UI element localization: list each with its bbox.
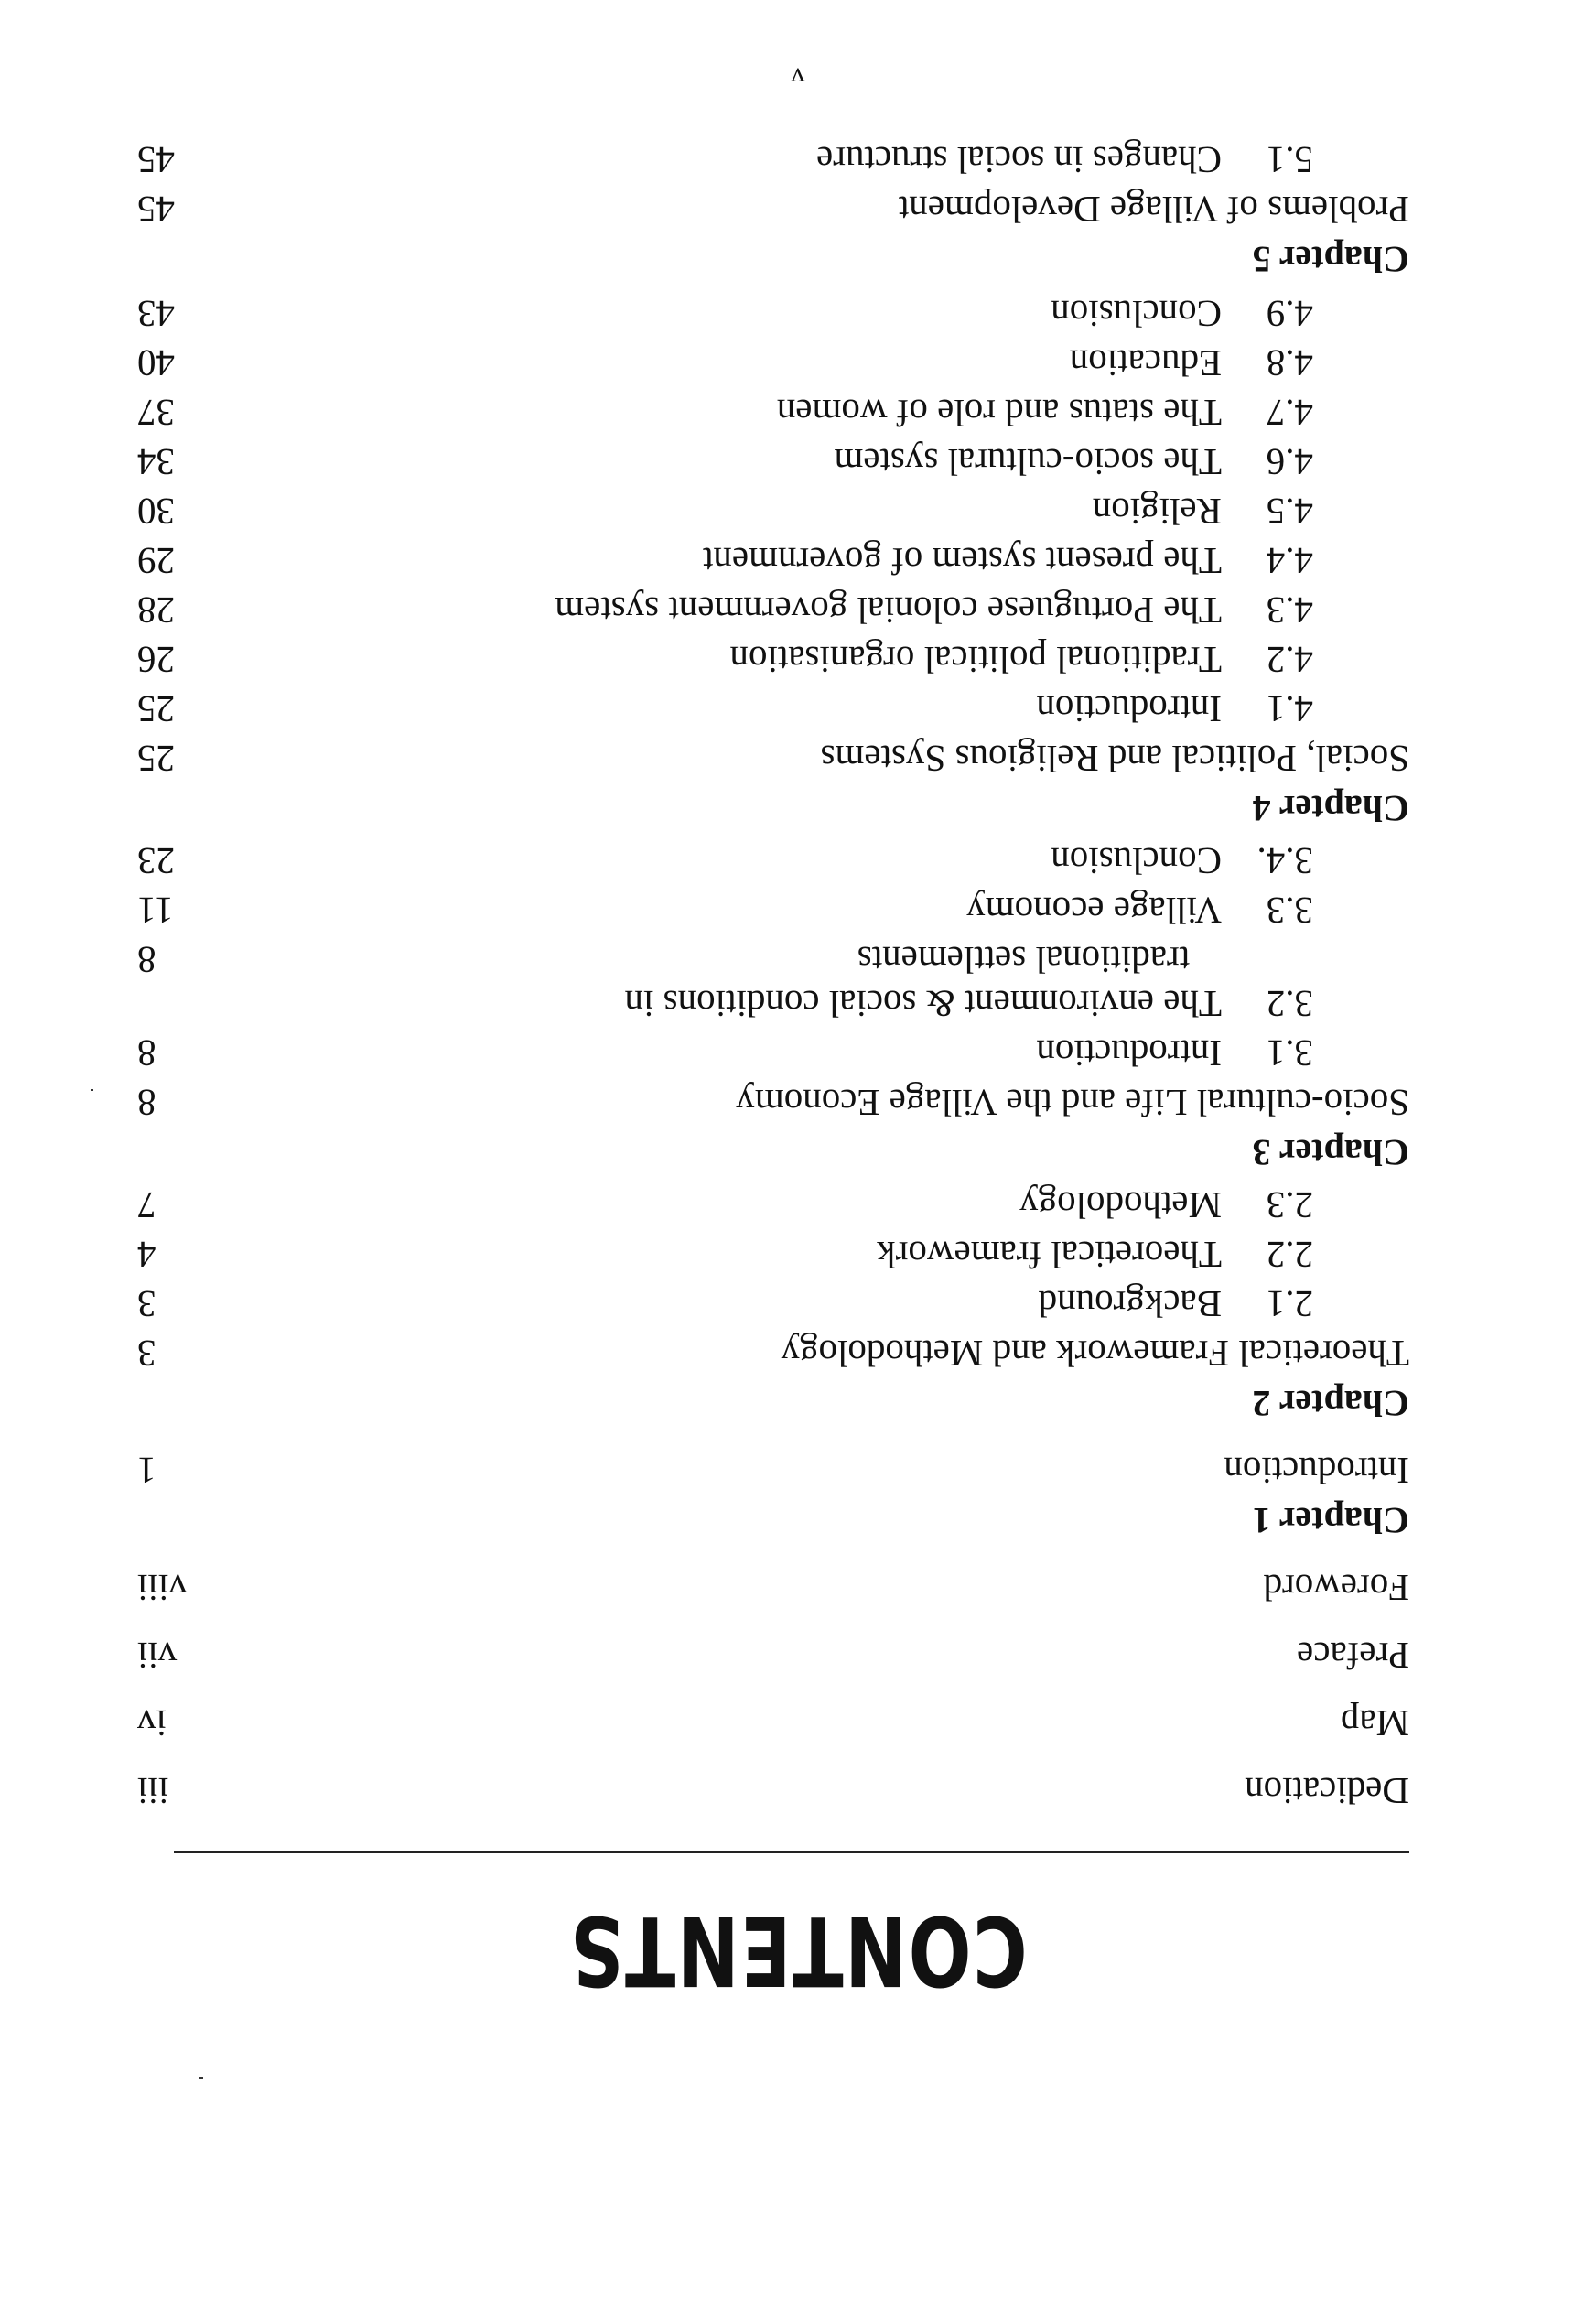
toc-entry-page: 34 (137, 441, 175, 483)
toc-entry-4-4[interactable] (137, 538, 1409, 584)
section-number: 4.2 (1266, 639, 1313, 681)
toc-entry-2-3[interactable] (137, 1182, 1409, 1228)
chapter-heading-text: Chapter 5 (1252, 239, 1409, 280)
section-number: 3.1 (1266, 1032, 1313, 1074)
toc-entry-label: The present system of government (702, 540, 1222, 582)
toc-entry-page: iv (137, 1702, 167, 1744)
toc-entry-label: Theoretical framework (877, 1234, 1222, 1276)
toc-entry-label: Theoretical Framework and Methodology (781, 1333, 1409, 1375)
toc-entry-page: viii (137, 1567, 188, 1609)
toc-entry-label: The environment & social conditions in (624, 983, 1222, 1025)
toc-entry-3-2-cont[interactable] (137, 937, 1409, 983)
toc-entry-page: 25 (137, 738, 175, 780)
toc-entry-label: Socio-cultural Life and the Village Economy (736, 1082, 1409, 1124)
toc-entry-label: Village economy (966, 890, 1222, 932)
scan-speck (200, 2077, 203, 2079)
toc-entry-label: Introduction (1036, 1032, 1222, 1074)
toc-entry-page: 45 (137, 189, 175, 231)
title-rule (174, 1851, 1409, 1853)
toc-entry-label: Changes in social structure (816, 139, 1222, 181)
section-number: 2.3 (1266, 1184, 1313, 1226)
chapter-heading-text: Chapter 3 (1252, 1132, 1409, 1173)
section-number: 2.2 (1266, 1234, 1313, 1276)
toc-entry-page: vii (137, 1635, 178, 1677)
toc-entry-3-2[interactable] (137, 981, 1409, 1027)
toc-entry-label: Dedication (1245, 1770, 1409, 1812)
section-number: 4.4 (1266, 540, 1313, 582)
toc-entry-4-2[interactable] (137, 637, 1409, 683)
toc-entry-page: 8 (137, 1082, 156, 1124)
toc-entry-label: Foreword (1263, 1567, 1409, 1609)
toc-entry-page: 37 (137, 392, 175, 434)
toc-entry-chapter-3[interactable] (137, 1080, 1409, 1126)
section-number: 4.5 (1266, 491, 1313, 533)
toc-entry-label: The Portuguese colonial government system (555, 589, 1222, 631)
toc-entry-page: 4 (137, 1234, 156, 1276)
toc-entry-label: Social, Political and Religious Systems (820, 738, 1409, 780)
toc-entry-3-3[interactable] (137, 888, 1409, 934)
toc-entry-4-7[interactable] (137, 390, 1409, 436)
toc-entry-map[interactable] (137, 1700, 1409, 1746)
toc-entry-preface[interactable] (137, 1633, 1409, 1678)
toc-entry-4-8[interactable] (137, 340, 1409, 386)
toc-entry-page: 8 (137, 939, 156, 981)
section-number: 4.8 (1266, 342, 1313, 384)
toc-entry-label: Introduction (1036, 688, 1222, 730)
toc-entry-page: 30 (137, 491, 175, 533)
toc-entry-label: Map (1340, 1702, 1409, 1744)
section-number: 4.6 (1266, 441, 1313, 483)
toc-entry-4-1[interactable] (137, 686, 1409, 732)
chapter-3-heading (137, 1129, 1409, 1175)
chapter-heading-text: Chapter 2 (1252, 1383, 1409, 1424)
toc-entry-label: Background (1038, 1283, 1222, 1325)
toc-entry-page: 1 (137, 1450, 156, 1492)
toc-entry-label: Traditional political organisation (729, 639, 1222, 681)
toc-entry-3-4[interactable] (137, 838, 1409, 884)
section-number: 3.3 (1266, 890, 1313, 932)
toc-entry-label: Conclusion (1051, 293, 1222, 335)
toc-entry-label: Education (1069, 342, 1222, 384)
page-title: CONTENTS (568, 1894, 1028, 2006)
section-number: 4.7 (1266, 392, 1313, 434)
toc-entry-chapter-1[interactable] (137, 1448, 1409, 1494)
toc-entry-chapter-5[interactable] (137, 187, 1409, 232)
chapter-1-heading (137, 1497, 1409, 1543)
toc-entry-page: 7 (137, 1184, 156, 1226)
toc-entry-label: Conclusion (1051, 840, 1222, 882)
toc-entry-page: 8 (137, 1032, 156, 1074)
toc-entry-4-9[interactable] (137, 291, 1409, 337)
toc-entry-label-continued: traditional settlements (857, 939, 1190, 981)
chapter-2-heading (137, 1380, 1409, 1426)
toc-entry-dedication[interactable] (137, 1768, 1409, 1814)
scan-speck (91, 1089, 93, 1091)
toc-entry-4-6[interactable] (137, 439, 1409, 485)
toc-entry-page: 3 (137, 1333, 156, 1375)
toc-entry-label: Problems of Village Development (898, 189, 1409, 231)
chapter-5-heading (137, 236, 1409, 282)
toc-entry-page: 26 (137, 639, 175, 681)
section-number: 2.1 (1266, 1283, 1313, 1325)
section-number: 3.4. (1256, 840, 1313, 882)
toc-entry-page: 29 (137, 540, 175, 582)
toc-entry-4-3[interactable] (137, 588, 1409, 633)
toc-entry-chapter-2[interactable] (137, 1331, 1409, 1376)
toc-entry-label: Methodology (1019, 1184, 1222, 1226)
section-number: 3.2 (1266, 983, 1313, 1025)
toc-entry-label: Introduction (1224, 1450, 1409, 1492)
chapter-heading-text: Chapter 1 (1252, 1500, 1409, 1541)
toc-entry-label: The socio-cultural system (834, 441, 1222, 483)
toc-entry-chapter-4[interactable] (137, 736, 1409, 782)
toc-entry-3-1[interactable] (137, 1031, 1409, 1076)
toc-entry-page: 40 (137, 342, 175, 384)
section-number: 4.3 (1266, 589, 1313, 631)
toc-entry-label: Preface (1297, 1635, 1409, 1677)
chapter-heading-text: Chapter 4 (1252, 788, 1409, 829)
toc-entry-page: iii (137, 1770, 169, 1812)
toc-entry-page: 23 (137, 840, 175, 882)
toc-entry-page: 25 (137, 688, 175, 730)
toc-entry-label: The status and role of women (776, 392, 1222, 434)
toc-entry-page: 3 (137, 1283, 156, 1325)
toc-entry-2-1[interactable] (137, 1281, 1409, 1327)
toc-entry-foreword[interactable] (137, 1565, 1409, 1611)
toc-entry-2-2[interactable] (137, 1232, 1409, 1278)
toc-entry-page: 28 (137, 589, 175, 631)
toc-entry-4-5[interactable] (137, 489, 1409, 534)
section-number: 4.1 (1266, 688, 1313, 730)
toc-entry-page: 43 (137, 293, 175, 335)
chapter-4-heading (137, 785, 1409, 831)
toc-entry-page: 11 (137, 890, 174, 932)
toc-entry-page: 45 (137, 139, 175, 181)
section-number: 5.1 (1266, 139, 1313, 181)
toc-entry-label: Religion (1092, 491, 1222, 533)
toc-entry-5-1[interactable] (137, 137, 1409, 183)
page-number: v (791, 62, 805, 92)
section-number: 4.9 (1266, 293, 1313, 335)
